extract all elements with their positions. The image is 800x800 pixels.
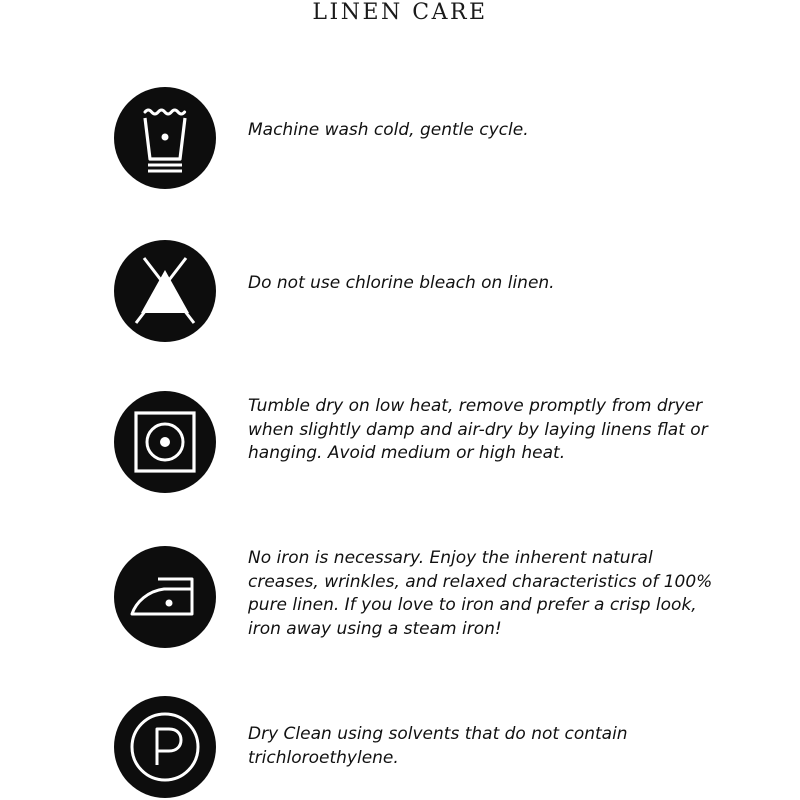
care-text-bleach: Do not use chlorine bleach on linen. xyxy=(248,273,555,293)
care-item-dryclean xyxy=(0,696,800,798)
wash-basin-icon xyxy=(114,87,216,189)
care-text-dry: Tumble dry on low heat, remove promptly from dryer when slightly damp and air-dry by laying linens flat or hanging. Avoid medium or high heat. xyxy=(248,396,708,463)
crossed-triangle-icon xyxy=(114,240,216,342)
tumble-dry-low-icon xyxy=(114,391,216,493)
care-text-wash: Machine wash cold, gentle cycle. xyxy=(248,120,529,140)
care-item-dry xyxy=(0,391,800,493)
dry-clean-p-icon xyxy=(114,696,216,798)
iron-icon xyxy=(114,546,216,648)
care-item-iron xyxy=(0,546,800,648)
care-text-iron: No iron is necessary. Enjoy the inherent natural creases, wrinkles, and relaxed characteristics of 100% pure linen. If you love to iron and prefer a crisp look, iron away using a steam iron! xyxy=(248,548,713,639)
care-item-bleach xyxy=(0,240,800,342)
care-item-wash xyxy=(0,87,800,189)
care-text-dryclean: Dry Clean using solvents that do not contain trichloroethylene. xyxy=(248,724,628,768)
page-title: LINEN CARE xyxy=(312,0,488,25)
